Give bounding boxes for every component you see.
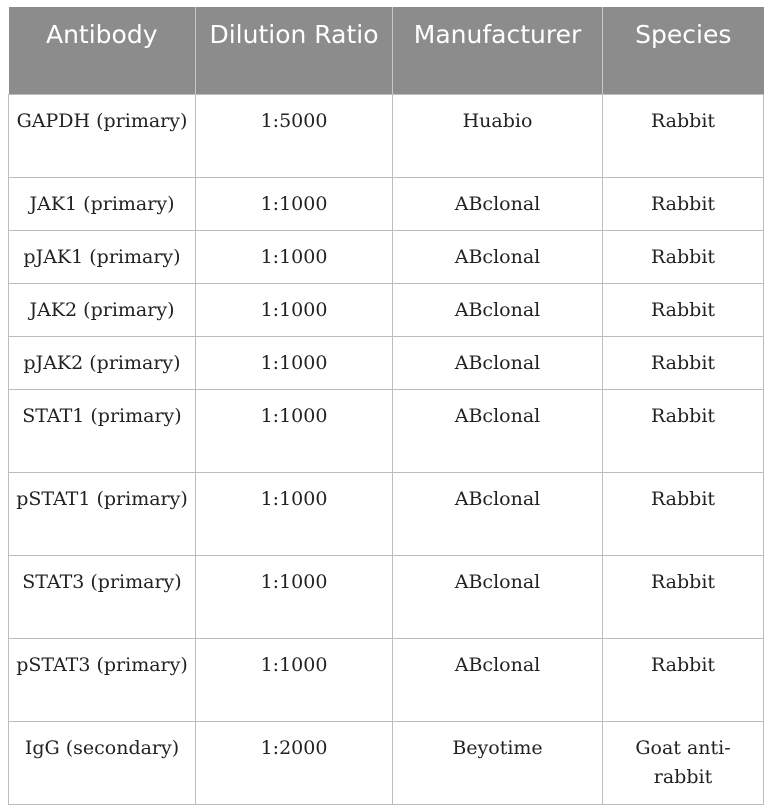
- cell-manufacturer: Beyotime: [393, 722, 603, 805]
- table-row: [9, 337, 764, 390]
- cell-dilution: 1:1000: [196, 231, 393, 284]
- antibody-table-container: [8, 7, 763, 805]
- table-row: [9, 390, 764, 473]
- table-row: [9, 722, 764, 805]
- cell-species: Rabbit: [603, 556, 764, 639]
- cell-antibody: pJAK1 (primary): [9, 231, 196, 284]
- header-dilution-ratio: Dilution Ratio: [196, 7, 393, 95]
- table-row: [9, 473, 764, 556]
- cell-species: Rabbit: [603, 231, 764, 284]
- cell-dilution: 1:1000: [196, 390, 393, 473]
- cell-species: Rabbit: [603, 178, 764, 231]
- cell-species: Goat anti-rabbit: [603, 722, 764, 805]
- cell-dilution: 1:1000: [196, 639, 393, 722]
- cell-antibody: JAK2 (primary): [9, 284, 196, 337]
- cell-dilution: 1:1000: [196, 178, 393, 231]
- cell-manufacturer: ABclonal: [393, 556, 603, 639]
- table-row: [9, 95, 764, 178]
- table-header: [9, 7, 764, 95]
- cell-species: Rabbit: [603, 390, 764, 473]
- cell-antibody: pSTAT1 (primary): [9, 473, 196, 556]
- table-row: [9, 556, 764, 639]
- cell-species: Rabbit: [603, 639, 764, 722]
- cell-manufacturer: ABclonal: [393, 639, 603, 722]
- cell-manufacturer: ABclonal: [393, 473, 603, 556]
- table-body: [9, 95, 764, 805]
- table-row: [9, 231, 764, 284]
- table-row: [9, 284, 764, 337]
- table-row: [9, 639, 764, 722]
- cell-dilution: 1:5000: [196, 95, 393, 178]
- cell-manufacturer: ABclonal: [393, 337, 603, 390]
- header-row: [9, 7, 764, 95]
- cell-antibody: pJAK2 (primary): [9, 337, 196, 390]
- cell-antibody: STAT1 (primary): [9, 390, 196, 473]
- cell-manufacturer: ABclonal: [393, 178, 603, 231]
- cell-manufacturer: ABclonal: [393, 390, 603, 473]
- cell-species: Rabbit: [603, 284, 764, 337]
- cell-manufacturer: ABclonal: [393, 284, 603, 337]
- cell-dilution: 1:1000: [196, 284, 393, 337]
- header-manufacturer: Manufacturer: [393, 7, 603, 95]
- cell-dilution: 1:1000: [196, 556, 393, 639]
- cell-antibody: IgG (secondary): [9, 722, 196, 805]
- cell-antibody: STAT3 (primary): [9, 556, 196, 639]
- table-row: [9, 178, 764, 231]
- cell-dilution: 1:2000: [196, 722, 393, 805]
- cell-antibody: JAK1 (primary): [9, 178, 196, 231]
- cell-antibody: pSTAT3 (primary): [9, 639, 196, 722]
- cell-dilution: 1:1000: [196, 473, 393, 556]
- antibody-table: [8, 7, 764, 805]
- cell-dilution: 1:1000: [196, 337, 393, 390]
- header-antibody: Antibody: [9, 7, 196, 95]
- cell-species: Rabbit: [603, 337, 764, 390]
- cell-species: Rabbit: [603, 95, 764, 178]
- cell-manufacturer: Huabio: [393, 95, 603, 178]
- cell-antibody: GAPDH (primary): [9, 95, 196, 178]
- header-species: Species: [603, 7, 764, 95]
- cell-species: Rabbit: [603, 473, 764, 556]
- cell-manufacturer: ABclonal: [393, 231, 603, 284]
